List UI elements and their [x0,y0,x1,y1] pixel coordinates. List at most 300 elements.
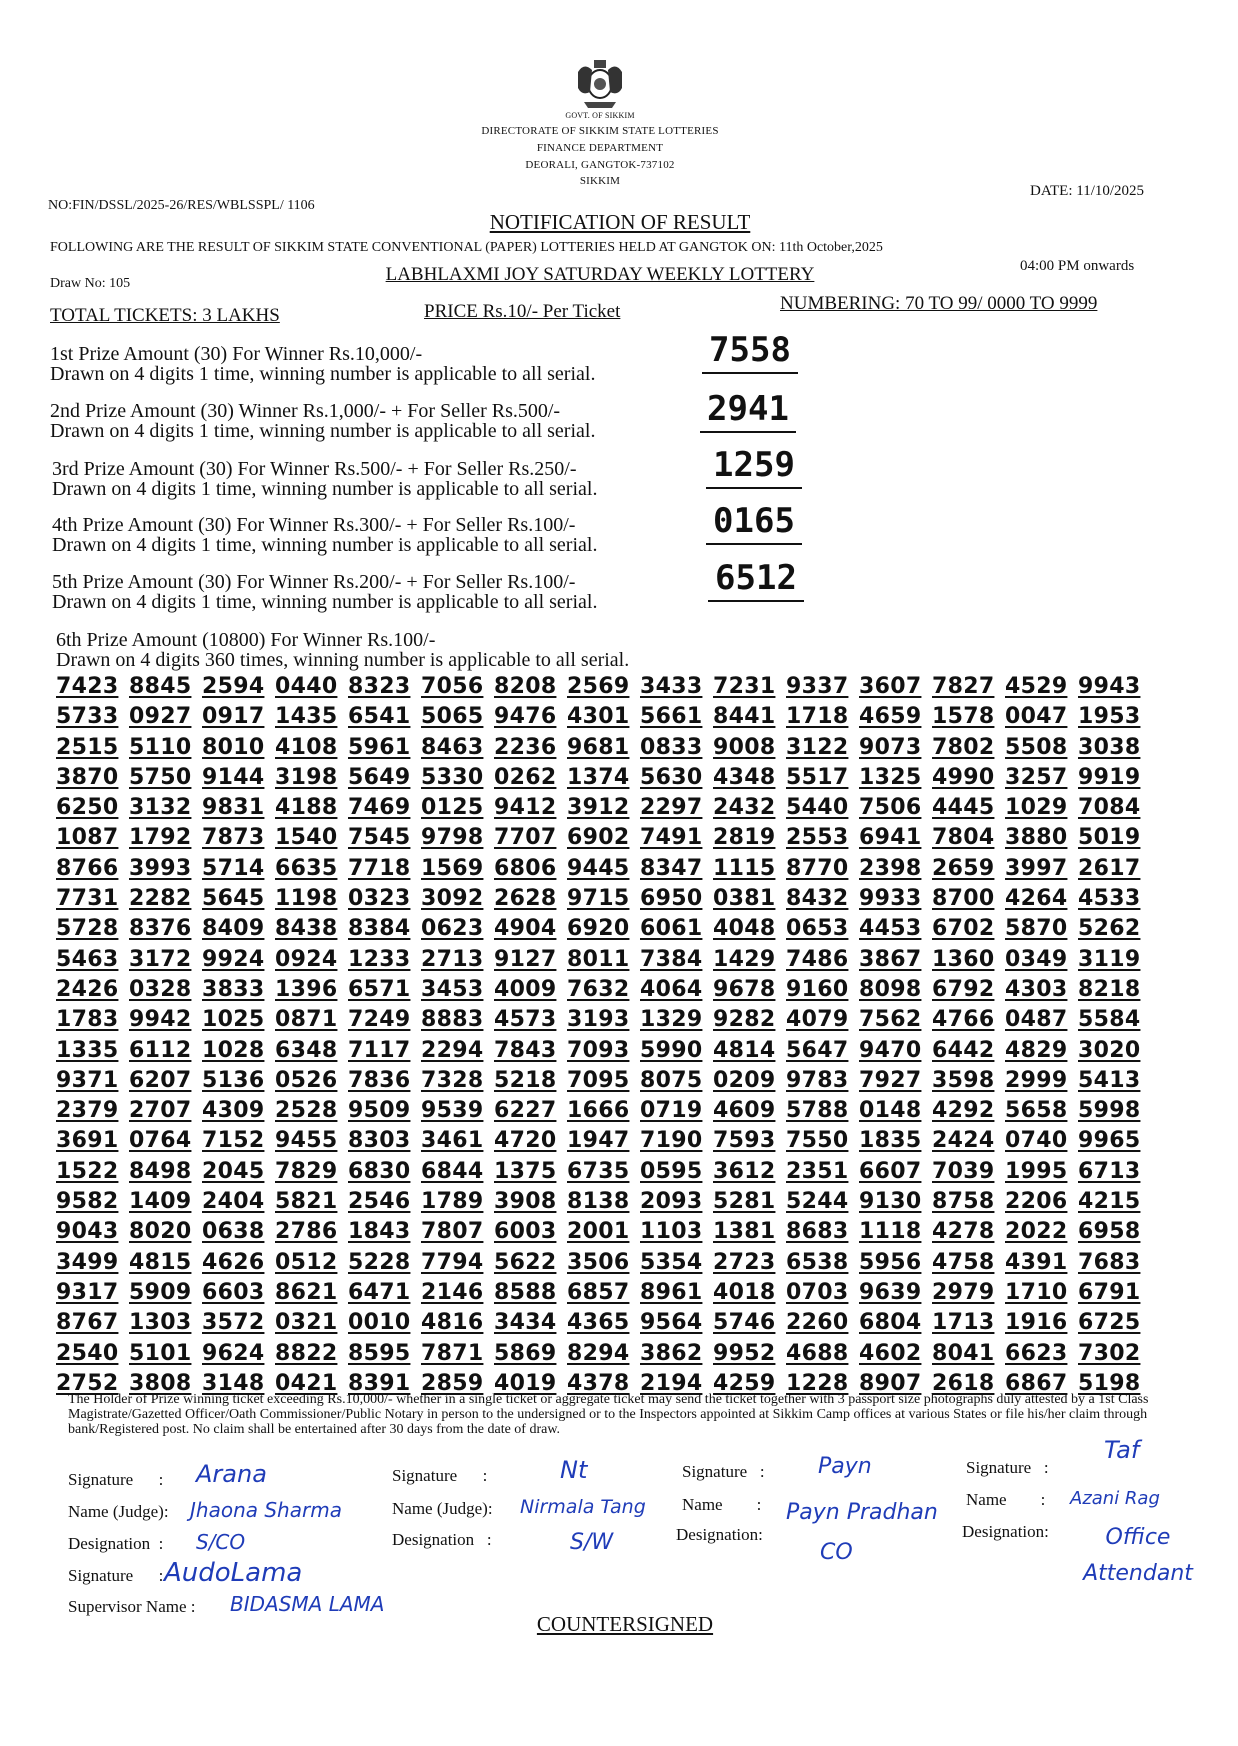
prize-6-number: 6061 [640,916,703,942]
prize-6-number: 7593 [713,1128,776,1154]
prize-6-rule: Drawn on 4 digits 360 times, winning number is applicable to all serial. [56,649,630,671]
prize-6-number: 4529 [1005,674,1068,699]
prize-6-number: 0526 [275,1067,338,1093]
prize-6-number: 3506 [567,1249,630,1275]
prize-6-number: 3499 [56,1249,119,1275]
prize-6-number: 5228 [348,1249,411,1275]
prize-6-number: 6941 [859,825,922,851]
prize-6-number: 9445 [567,855,630,881]
prize-5-amount: 5th Prize Amount (30) For Winner Rs.200/- + For Seller Rs.100/- [52,571,576,593]
prize-6-number: 7056 [421,674,484,699]
prize-6-number: 4188 [275,795,338,821]
prize-6-number: 4215 [1078,1189,1141,1215]
prize-6-number: 3808 [129,1370,192,1396]
prize-6-number: 9470 [859,1037,922,1063]
prize-6-number: 1789 [421,1189,484,1215]
prize-6-number: 3612 [713,1158,776,1184]
prize-6-number: 0924 [275,946,338,972]
prize-6-number: 4301 [567,704,630,730]
prize-6-number: 5788 [786,1098,849,1124]
prize-6-number: 3453 [421,976,484,1002]
prize-6-number: 0349 [1005,946,1068,972]
prize-6-number: 7843 [494,1037,557,1063]
prize-6-number: 7095 [567,1067,630,1093]
prize-6-number: 2528 [275,1098,338,1124]
prize-6-number: 7486 [786,946,849,972]
prize-6-number: 1916 [1005,1310,1068,1336]
prize-6-number: 1087 [56,825,119,851]
prize-6-number: 3607 [859,674,922,699]
numbering-range: NUMBERING: 70 TO 99/ 0000 TO 9999 [780,293,1098,314]
prize-6-number: 6471 [348,1279,411,1305]
prize-6-number: 2045 [202,1158,265,1184]
prize-6-number: 9933 [859,886,922,912]
prize-6-number: 4064 [640,976,703,1002]
prize-6-number: 6541 [348,704,411,730]
prize-6-number: 9282 [713,1007,776,1033]
prize-6-number: 4019 [494,1370,557,1396]
prize-6-number: 5508 [1005,734,1068,760]
prize-6-number: 1303 [129,1310,192,1336]
sig2-designation-label: Designation : [392,1530,492,1549]
prize-6-number: 4292 [932,1098,995,1124]
prize-6-number: 7927 [859,1067,922,1093]
prize-6-number: 4365 [567,1310,630,1336]
sig2-name-label: Name (Judge): [392,1499,493,1518]
sig3-signature: Payn [818,1454,872,1479]
prize-6-number: 0719 [640,1098,703,1124]
prize-6-number: 5218 [494,1067,557,1093]
prize-6-number: 2282 [129,886,192,912]
prize-6-number: 2617 [1078,855,1141,881]
prize-6-number: 8376 [129,916,192,942]
prize-6-number: 8138 [567,1189,630,1215]
prize-6-number: 6902 [567,825,630,851]
prize-6-number: 5413 [1078,1067,1141,1093]
prize-6-number: 4278 [932,1219,995,1245]
prize-6-number: 1360 [932,946,995,972]
prize-6-number: 2206 [1005,1189,1068,1215]
prize-6-number: 0512 [275,1249,338,1275]
sig4-name-label: Name : [966,1490,1046,1509]
supervisor-name-label: Supervisor Name : [68,1597,196,1616]
prize-6-number: 2351 [786,1158,849,1184]
prize-6-number: 4533 [1078,886,1141,912]
prize-6-number: 2594 [202,674,265,699]
prize-6-number: 4108 [275,734,338,760]
prize-6-number: 6735 [567,1158,630,1184]
prize-6-number: 4079 [786,1007,849,1033]
prize-6-number: 5998 [1078,1098,1141,1124]
prize-6-number: 7562 [859,1007,922,1033]
prize-6-number: 5649 [348,764,411,790]
prize-6-number: 9073 [859,734,922,760]
prize-6-number: 4259 [713,1370,776,1396]
prize-6-number: 3867 [859,946,922,972]
prize-4 [52,501,1152,563]
state-label: SIKKIM [579,175,621,187]
sig2-signature: Nt [560,1456,588,1484]
prize-6-number: 6713 [1078,1158,1141,1184]
prize-6-number: 9564 [640,1310,703,1336]
prize-6-number: 6950 [640,886,703,912]
prize-6-number: 2404 [202,1189,265,1215]
prize-6-number: 3880 [1005,825,1068,851]
prize-6-number: 0653 [786,916,849,942]
prize-6-number: 1198 [275,886,338,912]
prize-6-number: 3198 [275,764,338,790]
prize-6-number: 5869 [494,1340,557,1366]
prize-6-number: 2093 [640,1189,703,1215]
sig2-signature-label: Signature : [392,1466,488,1485]
prize-6-number: 5733 [56,704,119,730]
prize-6-number: 9317 [56,1279,119,1305]
prize-6-number: 5065 [421,704,484,730]
prize-1-amount: 1st Prize Amount (30) For Winner Rs.10,000/- [50,343,423,365]
prize-6-number: 1953 [1078,704,1141,730]
prize-6-number: 3908 [494,1189,557,1215]
prize-6-number: 1429 [713,946,776,972]
prize-5-number: 6512 [708,558,804,602]
prize-6-number: 3193 [567,1007,630,1033]
sig2-designation: S/W [570,1530,614,1555]
prize-6-number: 7829 [275,1158,338,1184]
prize-6-number: 1118 [859,1219,922,1245]
prize-6-number: 0764 [129,1128,192,1154]
prize-6-number: 1713 [932,1310,995,1336]
prize-6-number: 9924 [202,946,265,972]
prize-6-number: 2297 [640,795,703,821]
prize-6-number: 7804 [932,825,995,851]
prize-6-number: 3148 [202,1370,265,1396]
prize-6-number: 1029 [1005,795,1068,821]
prize-6-number: 2260 [786,1310,849,1336]
prize-6-number: 0638 [202,1219,265,1245]
countersigned-label: COUNTERSIGNED [536,1612,714,1636]
lottery-name: LABHLAXMI JOY SATURDAY WEEKLY LOTTERY [385,264,815,285]
ticket-price: PRICE Rs.10/- Per Ticket [424,301,621,322]
prize-6-number: 9582 [56,1189,119,1215]
prize-6-number: 7384 [640,946,703,972]
prize-6-number: 8011 [567,946,630,972]
prize-6-number: 0010 [348,1310,411,1336]
prize-6-number: 3833 [202,976,265,1002]
prize-4-number: 0165 [706,501,802,545]
prize-6-number: 3020 [1078,1037,1141,1063]
prize-6-number: 7190 [640,1128,703,1154]
prize-6-number: 8218 [1078,976,1141,1002]
prize-6-number: 7807 [421,1219,484,1245]
prize-6-number: 9678 [713,976,776,1002]
prize-6-number: 4659 [859,704,922,730]
prize-6-number: 6250 [56,795,119,821]
prize-6-number: 6442 [932,1037,995,1063]
prize-6-number: 7873 [202,825,265,851]
prize-6-number: 8700 [932,886,995,912]
prize-6-number: 8294 [567,1340,630,1366]
prize-6-number: 9831 [202,795,265,821]
prize-6-number: 4348 [713,764,776,790]
prize-6-number: 1435 [275,704,338,730]
prize-6-number: 0595 [640,1158,703,1184]
prize-3-rule: Drawn on 4 digits 1 time, winning number is applicable to all serial. [52,478,598,500]
prize-6-number: 2146 [421,1279,484,1305]
prize-1-number: 7558 [702,330,798,374]
prize-6-number: 1028 [202,1037,265,1063]
prize-6-number: 8323 [348,674,411,699]
prize-6-number: 7231 [713,674,776,699]
prize-6-number: 9942 [129,1007,192,1033]
prize-6-number: 7469 [348,795,411,821]
prize-6-number: 2713 [421,946,484,972]
prize-6-number: 4816 [421,1310,484,1336]
prize-6-number: 0440 [275,674,338,699]
prize-6-number: 0917 [202,704,265,730]
prize-3-amount: 3rd Prize Amount (30) For Winner Rs.500/- + For Seller Rs.250/- [52,458,577,480]
prize-6-number: 9043 [56,1219,119,1245]
prize-6-number: 7039 [932,1158,995,1184]
sig3-designation: CO [820,1540,853,1565]
prize-6-number: 7683 [1078,1249,1141,1275]
prize-6-number: 1578 [932,704,995,730]
prize-6-number: 1783 [56,1007,119,1033]
prize-6-number: 7718 [348,855,411,881]
sig4-signature: Taf [1104,1436,1140,1464]
prize-6-number: 8766 [56,855,119,881]
prize-6-number: 0209 [713,1067,776,1093]
prize-6-number: 8770 [786,855,849,881]
prize-6-number: 1233 [348,946,411,972]
prize-6-number: 7328 [421,1067,484,1093]
prize-6-number: 7506 [859,795,922,821]
prize-5 [52,558,1152,620]
prize-6-number: 1329 [640,1007,703,1033]
draw-time: 04:00 PM onwards [1020,258,1135,274]
prize-6-number: 8758 [932,1189,995,1215]
prize-6-number: 5661 [640,704,703,730]
prize-6-number: 2569 [567,674,630,699]
prize-6-number: 4445 [932,795,995,821]
prize-6-number: 8441 [713,704,776,730]
prize-6-number: 9783 [786,1067,849,1093]
prize-5-rule: Drawn on 4 digits 1 time, winning number is applicable to all serial. [52,591,598,613]
prize-6-number: 0871 [275,1007,338,1033]
prize-6-number: 7802 [932,734,995,760]
prize-6-number: 2999 [1005,1067,1068,1093]
prize-6-number: 5110 [129,734,192,760]
prize-6-number: 4453 [859,916,922,942]
prize-6-number: 8767 [56,1310,119,1336]
prize-6-number: 3092 [421,886,484,912]
prize-6-number: 5198 [1078,1370,1141,1396]
sig4-name: Azani Rag [1070,1488,1160,1509]
prize-6-number: 8041 [932,1340,995,1366]
prize-6-number: 9798 [421,825,484,851]
prize-6-number: 8621 [275,1279,338,1305]
prize-6-number: 5136 [202,1067,265,1093]
prize-6-number: 7827 [932,674,995,699]
prize-6-number: 5584 [1078,1007,1141,1033]
prize-6-number: 8020 [129,1219,192,1245]
prize-6-number: 6806 [494,855,557,881]
prize-6-number: 9476 [494,704,557,730]
prize-6-number: 1228 [786,1370,849,1396]
prize-6-number: 0047 [1005,704,1068,730]
prize-6-number: 1843 [348,1219,411,1245]
prize-6-number: 1792 [129,825,192,851]
prize-6-number: 4009 [494,976,557,1002]
prize-6-number: 7491 [640,825,703,851]
prize-6-number: 9639 [859,1279,922,1305]
prize-6-number: 2659 [932,855,995,881]
prize-6-number: 2752 [56,1370,119,1396]
department-label: FINANCE DEPARTMENT [536,142,664,154]
prize-6-number: 2426 [56,976,119,1002]
prize-6-number: 7707 [494,825,557,851]
prize-6-number: 5101 [129,1340,192,1366]
sig1-name-label: Name (Judge): [68,1502,169,1521]
prize-6-number: 6603 [202,1279,265,1305]
prize-6-number: 2236 [494,734,557,760]
prize-6-number: 6635 [275,855,338,881]
supervisor-signature: AudoLama [164,1558,303,1588]
prize-6-number: 4391 [1005,1249,1068,1275]
notification-title: NOTIFICATION OF RESULT [489,210,751,234]
prize-6-number: 7093 [567,1037,630,1063]
prize-6-number: 9943 [1078,674,1141,699]
sig4-signature-label: Signature : [966,1458,1049,1477]
prize-6-number: 3433 [640,674,703,699]
prize-6-number: 6623 [1005,1340,1068,1366]
prize-6-number: 5658 [1005,1098,1068,1124]
prize-6-number: 5244 [786,1189,849,1215]
prize-6-number: 1335 [56,1037,119,1063]
prize-6-number: 6207 [129,1067,192,1093]
prize-6-number: 1115 [713,855,776,881]
sig3-name: Payn Pradhan [786,1500,938,1525]
prize-6-number: 5354 [640,1249,703,1275]
prize-6-number: 5330 [421,764,484,790]
prize-1 [50,330,1150,392]
prize-6-number: 8883 [421,1007,484,1033]
prize-6-number: 0328 [129,976,192,1002]
prize-6-number: 6112 [129,1037,192,1063]
prize-6-number: 7084 [1078,795,1141,821]
prize-6-number: 9412 [494,795,557,821]
prize-6-number: 1947 [567,1128,630,1154]
sig1-signature: Arana [196,1460,267,1488]
sig3-designation-label: Designation: [676,1525,763,1544]
prize-6-number: 9160 [786,976,849,1002]
prize-6-number: 9715 [567,886,630,912]
prize-6-number: 1374 [567,764,630,790]
prize-6-number: 1381 [713,1219,776,1245]
prize-6-number: 6227 [494,1098,557,1124]
prize-6-number: 7794 [421,1249,484,1275]
prize-6-number: 8075 [640,1067,703,1093]
prize-6-number: 4609 [713,1098,776,1124]
prize-6-number: 1995 [1005,1158,1068,1184]
prize-6-number: 9509 [348,1098,411,1124]
prize-6-number: 5870 [1005,916,1068,942]
prize-6-amount: 6th Prize Amount (10800) For Winner Rs.100/- [56,629,436,651]
prize-6-number: 7302 [1078,1340,1141,1366]
prize-6-number: 0381 [713,886,776,912]
prize-6-number: 9624 [202,1340,265,1366]
prize-6-number: 6792 [932,976,995,1002]
prize-6-number: 6804 [859,1310,922,1336]
prize-6-number: 2979 [932,1279,995,1305]
prize-6-number: 1103 [640,1219,703,1245]
prize-6-number: 3993 [129,855,192,881]
prize-6-number: 7731 [56,886,119,912]
prize-6-number: 9539 [421,1098,484,1124]
prize-6-number: 4688 [786,1340,849,1366]
prize-6-number: 3038 [1078,734,1141,760]
prize-6-number: 5281 [713,1189,776,1215]
prize-6-number: 7545 [348,825,411,851]
prize-6-number: 7836 [348,1067,411,1093]
prize-6-number: 6607 [859,1158,922,1184]
prize-6-number: 2819 [713,825,776,851]
prize-6-number: 8347 [640,855,703,881]
prize-6-number: 4048 [713,916,776,942]
prize-6-number: 4720 [494,1128,557,1154]
prize-6-number: 6538 [786,1249,849,1275]
prize-6-number: 6571 [348,976,411,1002]
prize-6-number: 8391 [348,1370,411,1396]
gov-label: GOVT. OF SIKKIM [565,111,635,120]
prize-6-number: 9455 [275,1128,338,1154]
prize-6-number: 8098 [859,976,922,1002]
prize-6-number: 0623 [421,916,484,942]
prize-6-number: 9371 [56,1067,119,1093]
prize-6-number: 1835 [859,1128,922,1154]
prize-6-number: 2859 [421,1370,484,1396]
prize-6-number: 4303 [1005,976,1068,1002]
prize-6-number: 3172 [129,946,192,972]
prize-6-number: 3870 [56,764,119,790]
prize-6-number: 1396 [275,976,338,1002]
prize-6-number: 3572 [202,1310,265,1336]
prize-6-number: 9008 [713,734,776,760]
prize-6-number: 6857 [567,1279,630,1305]
prize-6-number: 9681 [567,734,630,760]
notification-date: DATE: 11/10/2025 [1030,183,1145,199]
prize-6-number: 9130 [859,1189,922,1215]
prize-2 [50,389,1150,449]
prize-6-number: 9919 [1078,764,1141,790]
prize-6-number: 3691 [56,1128,119,1154]
prize-6-number: 8384 [348,916,411,942]
prize-6-number: 2001 [567,1219,630,1245]
prize-6-number: 3434 [494,1310,557,1336]
prize-3-number: 1259 [706,445,802,489]
sikkim-emblem-icon [570,58,630,110]
prize-6-number: 5821 [275,1189,338,1215]
prize-6-number: 2707 [129,1098,192,1124]
prize-6-number: 4815 [129,1249,192,1275]
prize-6-numbers-grid [56,673,1146,1400]
prize-6-number: 5262 [1078,916,1141,942]
prize-6-number: 3461 [421,1128,484,1154]
sig3-signature-label: Signature : [682,1462,765,1481]
prize-6-number: 2540 [56,1340,119,1366]
prize-6-number: 1375 [494,1158,557,1184]
address-label: DEORALI, GANGTOK-737102 [525,159,675,171]
prize-6-number: 3119 [1078,946,1141,972]
sig2-name: Nirmala Tang [520,1496,646,1518]
